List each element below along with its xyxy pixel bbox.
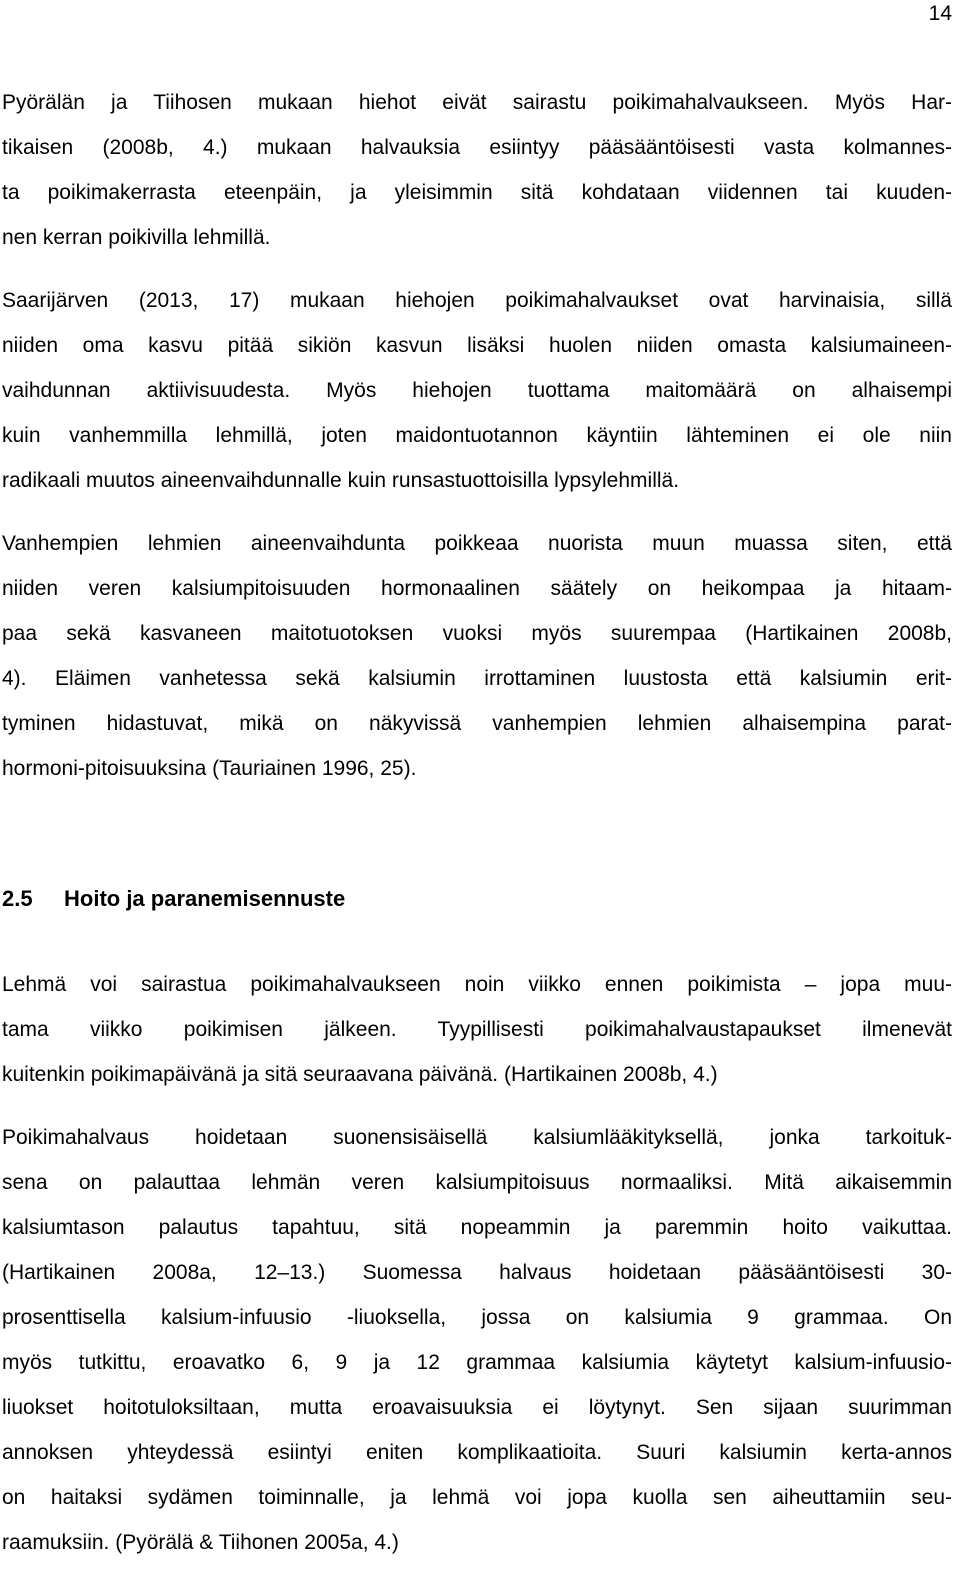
document-body (2, 80, 952, 1565)
page-number: 14 (928, 2, 952, 25)
section-title: Hoito ja paranemisennuste (64, 886, 346, 911)
text-line: Vanhempien lehmien aineenvaihdunta poikkeaa nuorista muun muassa siten, että (2, 532, 952, 555)
paragraph (2, 521, 952, 791)
text-line: annoksen yhteydessä esiintyi eniten komplikaatioita. Suuri kalsiumin kerta-annos (2, 1441, 952, 1464)
section-gap (2, 791, 952, 884)
section-gap (2, 914, 952, 962)
text-line: niiden veren kalsiumpitoisuuden hormonaalinen säätely on heikompaa ja hitaam- (2, 577, 952, 600)
text-line: niiden oma kasvu pitää sikiön kasvun lisäksi huolen niiden omasta kalsiumaineen- (2, 334, 952, 357)
text-line: sena on palauttaa lehmän veren kalsiumpitoisuus normaaliksi. Mitä aikaisemmin (2, 1171, 952, 1194)
text-line: on haitaksi sydämen toiminnalle, ja lehmä voi jopa kuolla sen aiheuttamiin seu- (2, 1486, 952, 1509)
text-line: nen kerran poikivilla lehmillä. (2, 226, 271, 249)
text-line: liuokset hoitotuloksiltaan, mutta eroavaisuuksia ei löytynyt. Sen sijaan suurimman (2, 1396, 952, 1419)
text-line: (Hartikainen 2008a, 12–13.) Suomessa halvaus hoidetaan pääsääntöisesti 30- (2, 1261, 952, 1284)
section-heading (2, 884, 952, 914)
text-line: kuitenkin poikimapäivänä ja sitä seuraavana päivänä. (Hartikainen 2008b, 4.) (2, 1063, 718, 1086)
text-line: tikaisen (2008b, 4.) mukaan halvauksia esiintyy pääsääntöisesti vasta kolmannes- (2, 136, 952, 159)
text-line: kalsiumtason palautus tapahtuu, sitä nopeammin ja paremmin hoito vaikuttaa. (2, 1216, 952, 1239)
text-line: ta poikimakerrasta eteenpäin, ja yleisimmin sitä kohdataan viidennen tai kuuden- (2, 181, 952, 204)
text-line: Lehmä voi sairastua poikimahalvaukseen noin viikko ennen poikimista – jopa muu- (2, 973, 952, 996)
paragraph (2, 962, 952, 1097)
text-line: hormoni-pitoisuuksina (Tauriainen 1996, 25). (2, 757, 417, 780)
paragraph-gap (2, 1097, 952, 1115)
paragraph-gap (2, 503, 952, 521)
text-line: prosenttisella kalsium-infuusio -liuoksella, jossa on kalsiumia 9 grammaa. On (2, 1306, 952, 1329)
paragraph-gap (2, 260, 952, 278)
text-line: raamuksiin. (Pyörälä & Tiihonen 2005a, 4.) (2, 1531, 399, 1554)
text-line: 4). Eläimen vanhetessa sekä kalsiumin irrottaminen luustosta että kalsiumin erit- (2, 667, 952, 690)
text-line: Saarijärven (2013, 17) mukaan hiehojen poikimahalvaukset ovat harvinaisia, sillä (2, 289, 952, 312)
text-line: vaihdunnan aktiivisuudesta. Myös hiehojen tuottama maitomäärä on alhaisempi (2, 379, 952, 402)
text-line: radikaali muutos aineenvaihdunnalle kuin runsastuottoisilla lypsylehmillä. (2, 469, 680, 492)
section-number: 2.5 (2, 886, 33, 911)
text-line: Pyörälän ja Tiihosen mukaan hiehot eivät sairastu poikimahalvaukseen. Myös Har- (2, 91, 952, 114)
paragraph (2, 80, 952, 260)
text-line: tyminen hidastuvat, mikä on näkyvissä vanhempien lehmien alhaisempina parat- (2, 712, 952, 735)
text-line: tama viikko poikimisen jälkeen. Tyypillisesti poikimahalvaustapaukset ilmenevät (2, 1018, 952, 1041)
paragraph (2, 1115, 952, 1565)
text-line: kuin vanhemmilla lehmillä, joten maidontuotannon käyntiin lähteminen ei ole niin (2, 424, 952, 447)
text-line: paa sekä kasvaneen maitotuotoksen vuoksi myös suurempaa (Hartikainen 2008b, (2, 622, 952, 645)
text-line: Poikimahalvaus hoidetaan suonensisäisellä kalsiumlääkityksellä, jonka tarkoituk- (2, 1126, 952, 1149)
paragraph (2, 278, 952, 503)
text-line: myös tutkittu, eroavatko 6, 9 ja 12 grammaa kalsiumia käytetyt kalsium-infuusio- (2, 1351, 952, 1374)
